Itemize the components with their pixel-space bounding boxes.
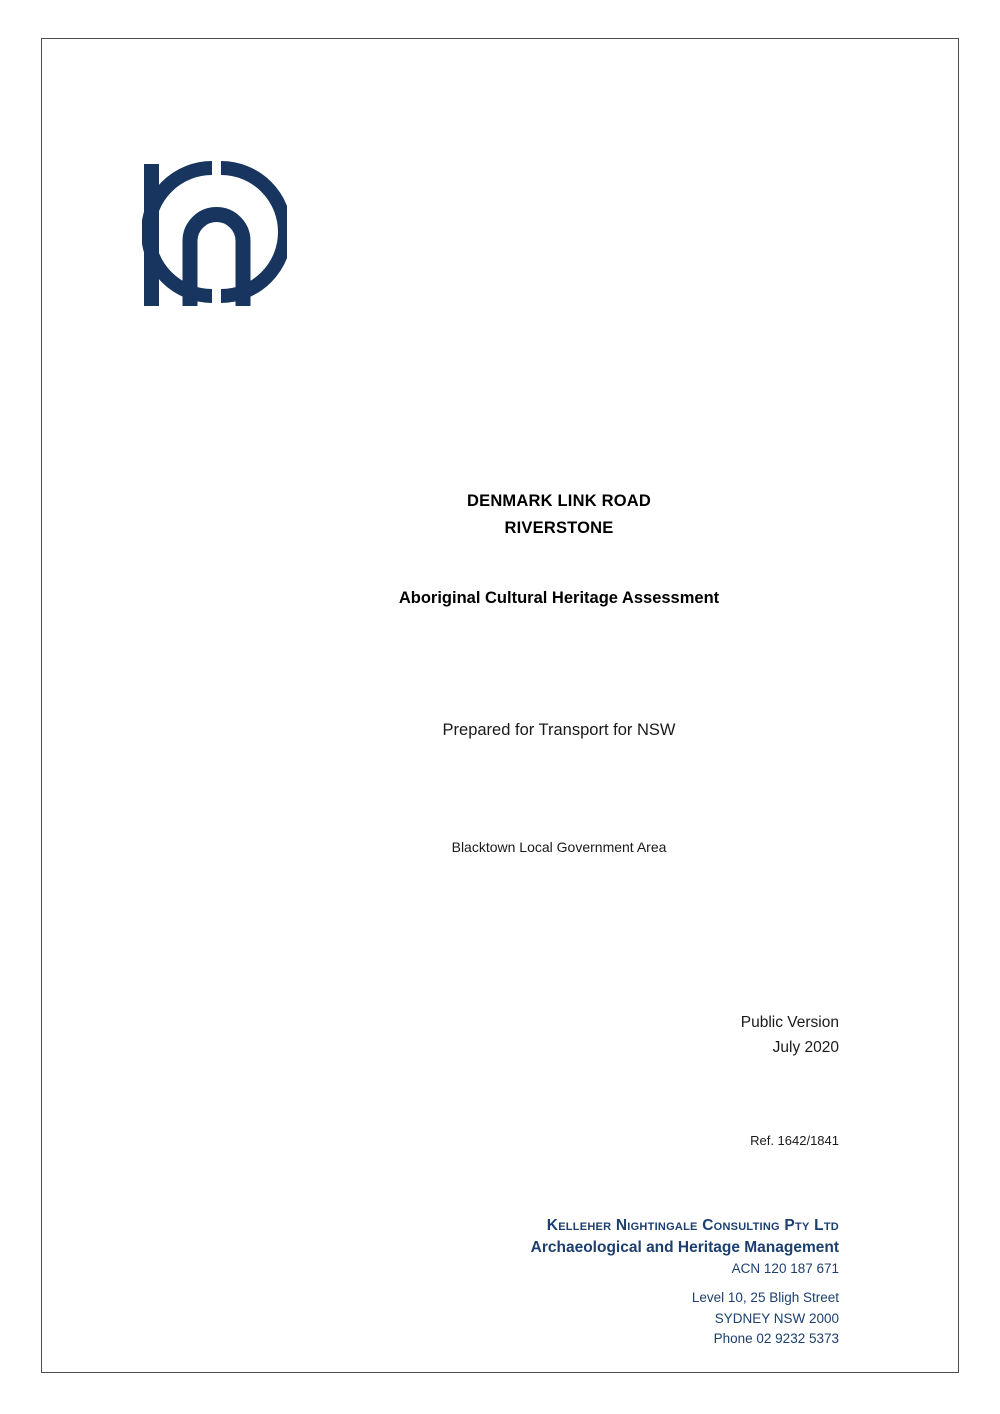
project-title-line-1: DENMARK LINK ROAD — [467, 492, 651, 510]
version-label: Public Version — [740, 1014, 839, 1031]
company-tagline: Archaeological and Heritage Management — [530, 1238, 839, 1256]
local-government-area-line: Blacktown Local Government Area — [451, 839, 667, 855]
project-title-line-2: RIVERSTONE — [504, 518, 614, 537]
address-line-1: Level 10, 25 Bligh Street — [691, 1290, 839, 1305]
prepared-for-line: Prepared for Transport for NSW — [442, 721, 676, 739]
version-date: July 2020 — [772, 1039, 839, 1057]
page-border — [41, 38, 959, 1373]
document-subtitle: Aboriginal Cultural Heritage Assessment — [398, 589, 720, 608]
title-block — [83, 488, 1000, 612]
company-address — [692, 1288, 839, 1350]
company-acn: ACN 120 187 671 — [731, 1260, 839, 1276]
address-line-2: SYDNEY NSW 2000 — [714, 1310, 839, 1326]
kn-monogram-logo — [142, 159, 287, 311]
reference-number: Ref. 1642/1841 — [750, 1133, 839, 1148]
company-footer — [531, 1216, 839, 1278]
version-block — [741, 1010, 839, 1061]
company-name: Kelleher Nightingale Consulting Pty Ltd — [546, 1217, 839, 1234]
company-phone: Phone 02 9232 5373 — [713, 1331, 839, 1347]
